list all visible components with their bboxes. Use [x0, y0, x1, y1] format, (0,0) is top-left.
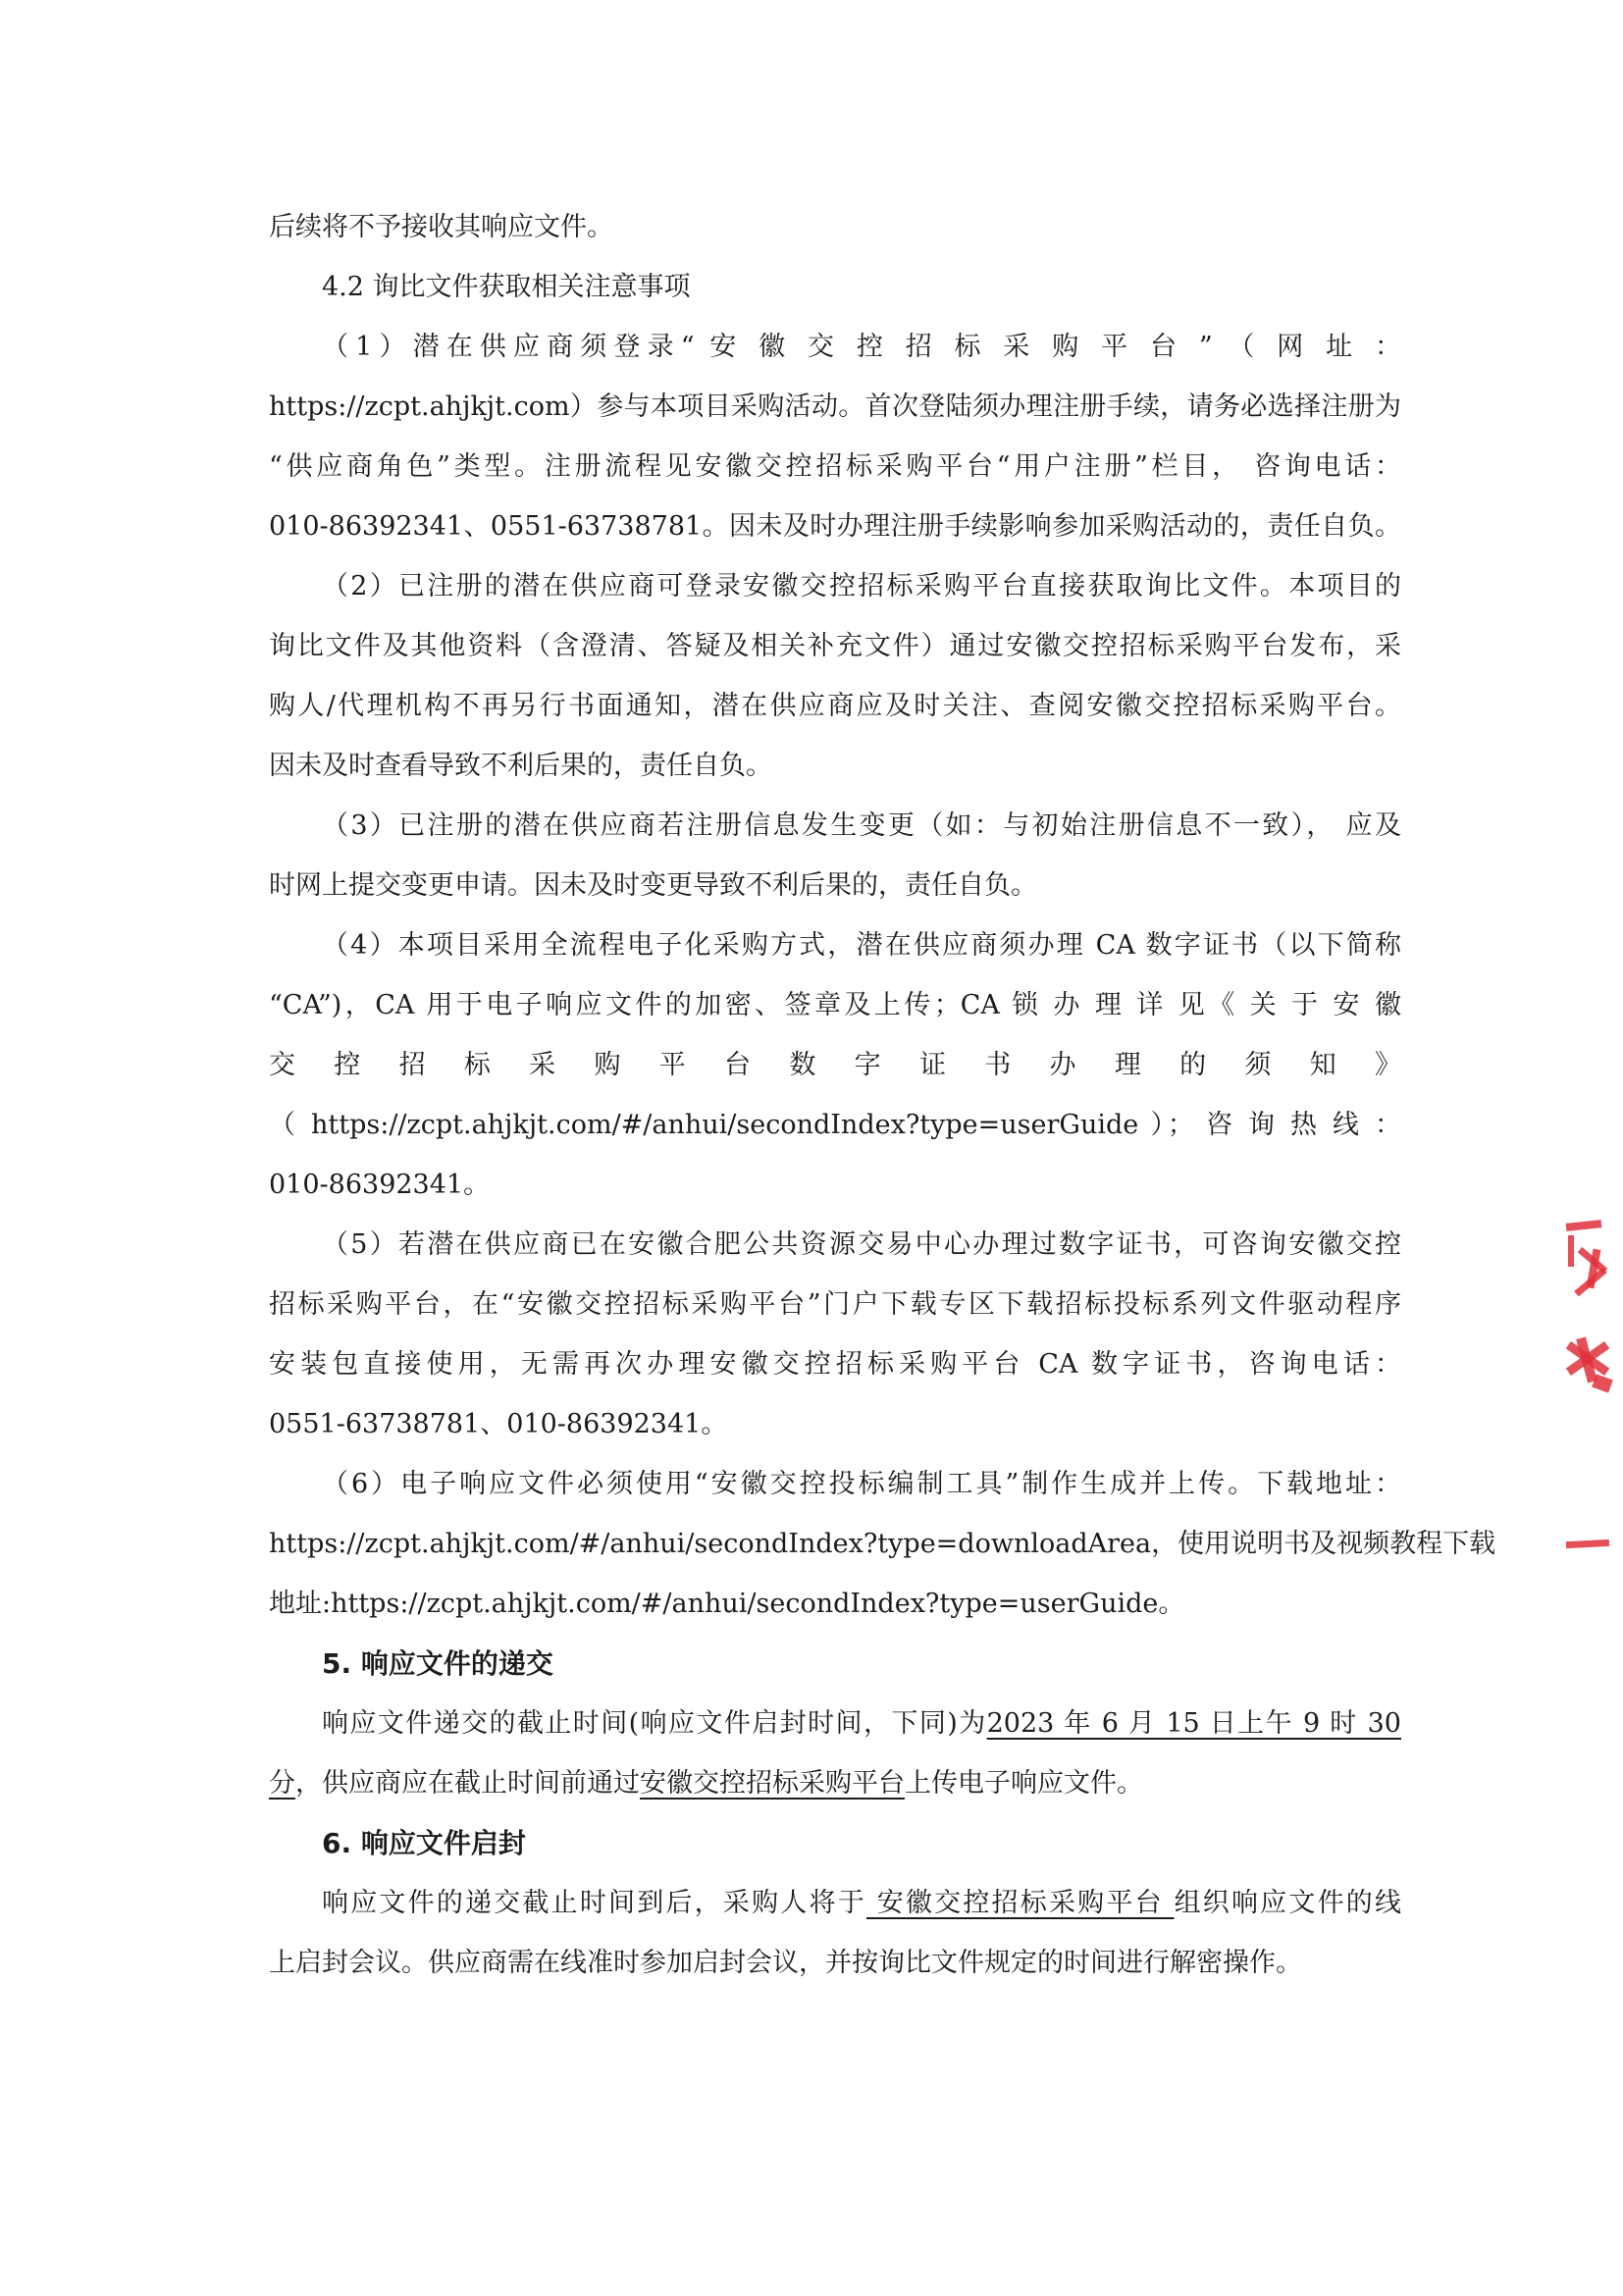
paragraph-line: （ https://zcpt.ahjkjt.com/#/anhui/secondIndex?type=userGuide ）； 咨 询 热 线 ：: [269, 1110, 1401, 1140]
paragraph-line: 010-86392341、0551-63738781。因未及时办理注册手续影响参加采购活动的，责任自负。: [269, 511, 1401, 542]
deadline-date-end: 分: [269, 1768, 295, 1799]
paragraph-line: 交 控 招 标 采 购 平 台 数 字 证 书 办 理 的 须 知 》: [269, 1050, 1401, 1080]
paragraph-line: https://zcpt.ahjkjt.com/#/anhui/secondIndex?type=downloadArea，使用说明书及视频教程下载: [269, 1529, 1496, 1559]
paragraph-line: 购人/代理机构不再另行书面通知，潜在供应商应及时关注、查阅安徽交控招标采购平台。: [269, 691, 1401, 721]
section-heading-6: 6. 响应文件启封: [322, 1827, 526, 1859]
red-seal-fragment: [1560, 1222, 1619, 1555]
paragraph-line: 地址:https://zcpt.ahjkjt.com/#/anhui/secondIndex?type=userGuide。: [269, 1589, 1185, 1619]
deadline-date: 2023 年 6 月 15 日上午 9 时 30: [986, 1708, 1401, 1739]
text-run: 响应文件递交的截止时间(响应文件启封时间，下同)为: [322, 1708, 987, 1739]
subsection-title: 4.2 询比文件获取相关注意事项: [322, 272, 691, 302]
paragraph-line: 因未及时查看导致不利后果的，责任自负。: [269, 751, 772, 781]
paragraph-line: 时网上提交变更申请。因未及时变更导致不利后果的，责任自负。: [269, 870, 1037, 901]
paragraph-line: （2）已注册的潜在供应商可登录安徽交控招标采购平台直接获取询比文件。本项目的: [322, 571, 1401, 601]
text-run: 上传电子响应文件。: [905, 1768, 1143, 1799]
paragraph-line: 询比文件及其他资料（含澄清、答疑及相关补充文件）通过安徽交控招标采购平台发布，采: [269, 631, 1401, 661]
paragraph-line: 0551-63738781、010-86392341。: [269, 1409, 728, 1439]
paragraph-line: [269, 1764, 1401, 1803]
paragraph-line: https://zcpt.ahjkjt.com）参与本项目采购活动。首次登陆须办理注册手续，请务必选择注册为: [269, 391, 1401, 422]
paragraph-line: （4）本项目采用全流程电子化采购方式，潜在供应商须办理 CA 数字证书（以下简称: [322, 930, 1401, 961]
paragraph-line: （6）电子响应文件必须使用“安徽交控投标编制工具”制作生成并上传。下载地址：: [322, 1469, 1401, 1499]
paragraph-line: （3）已注册的潜在供应商若注册信息发生变更（如：与初始注册信息不一致）， 应及: [322, 810, 1401, 841]
paragraph-line: 招标采购平台，在“安徽交控招标采购平台”门户下载专区下载招标投标系列文件驱动程序: [269, 1289, 1401, 1320]
section-heading-5: 5. 响应文件的递交: [322, 1647, 553, 1680]
text-run: ，供应商应在截止时间前通过: [295, 1768, 640, 1799]
platform-name: 安徽交控招标采购平台: [865, 1888, 1175, 1918]
paragraph-line: （1）潜在供应商须登录“ 安 徽 交 控 招 标 采 购 平 台 ” （ 网 址 ：: [322, 332, 1401, 362]
paragraph-line: 后续将不予接收其响应文件。: [269, 212, 613, 242]
paragraph-line: 010-86392341。: [269, 1170, 491, 1200]
paragraph-line: “CA”)，CA 用于电子响应文件的加密、签章及上传；CA 锁 办 理 详 见《 关 于 安 徽: [269, 990, 1401, 1020]
paragraph-line: 上启封会议。供应商需在线准时参加启封会议，并按询比文件规定的时间进行解密操作。: [269, 1948, 1302, 1978]
platform-name: 安徽交控招标采购平台: [640, 1768, 905, 1799]
paragraph-line: “供应商角色”类型。注册流程见安徽交控招标采购平台“用户注册”栏目， 咨询电话：: [269, 451, 1401, 482]
paragraph-line: [322, 1884, 1401, 1923]
paragraph-line: 安装包直接使用，无需再次办理安徽交控招标采购平台 CA 数字证书，咨询电话：: [269, 1349, 1401, 1380]
text-run: 组织响应文件的线: [1174, 1888, 1402, 1918]
paragraph-line: （5）若潜在供应商已在安徽合肥公共资源交易中心办理过数字证书，可咨询安徽交控: [322, 1229, 1401, 1260]
text-run: 响应文件的递交截止时间到后，采购人将于: [322, 1888, 866, 1918]
paragraph-line: [322, 1704, 1401, 1744]
